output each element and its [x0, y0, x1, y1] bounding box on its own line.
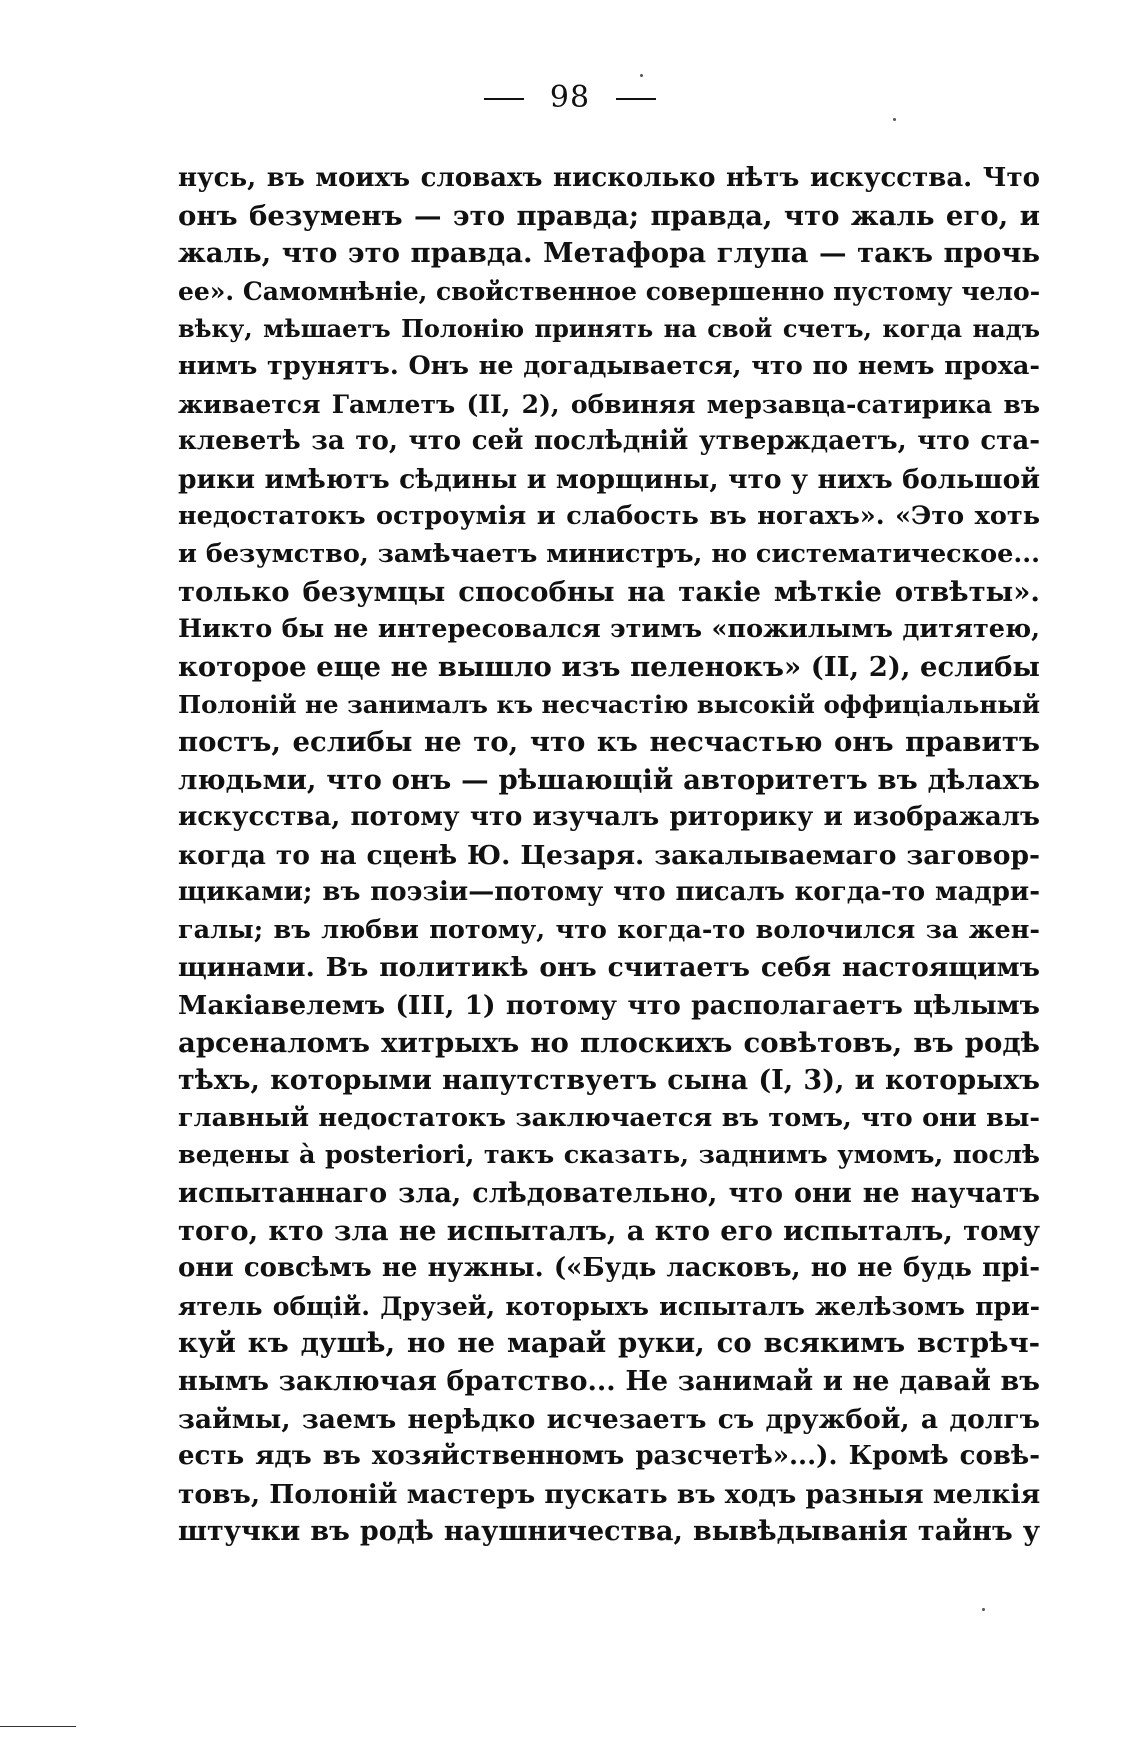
text-line: которое еще не вышло изъ пеленокъ» (II, 2), еслибы: [178, 650, 1040, 683]
page-header: [0, 78, 1140, 118]
text-line: штучки въ родѣ наушничества, вывѣдыванія тайнъ у: [178, 1516, 1040, 1548]
text-line: постъ, еслибы не то, что къ несчастью онъ правитъ: [178, 725, 1040, 758]
text-line: арсеналомъ хитрыхъ но плоскихъ совѣтовъ, въ родѣ: [178, 1026, 1040, 1059]
text-line: и безумство, замѣчаетъ министръ, но систематическое...: [178, 538, 1040, 569]
print-speck: [893, 118, 896, 121]
page-number: 98: [549, 80, 591, 115]
text-line: щиками; въ поэзіи—потому что писалъ когда-то мадри-: [178, 877, 1040, 908]
text-line: нусь, въ моихъ словахъ нисколько нѣтъ искусства. Что: [178, 163, 1040, 193]
header-dash-left: [484, 98, 524, 100]
text-line: товъ, Полоній мастеръ пускать въ ходъ разныя мелкія: [178, 1478, 1040, 1510]
header-dash-right: [616, 98, 656, 100]
text-line: нимъ трунятъ. Онъ не догадывается, что по немъ проха-: [178, 350, 1040, 381]
margin-rule: [0, 1726, 76, 1727]
text-line: жаль, что это правда. Метафора глупа — такъ прочь: [178, 237, 1040, 270]
text-line: Полоній не занималъ къ несчастію высокій оффиціальный: [178, 690, 1040, 720]
text-line: онъ безуменъ — это правда; правда, что жаль его, и: [178, 199, 1040, 232]
text-line: галы; въ любви потому, что когда-то волочился за жен-: [178, 914, 1040, 945]
text-line: искусства, потому что изучалъ риторику и изображалъ: [178, 802, 1040, 833]
text-line: живается Гамлетъ (II, 2), обвиняя мерзавца-сатирика въ: [178, 389, 1040, 419]
text-line: клеветѣ за то, что сей послѣдній утверждаетъ, что ста-: [178, 426, 1040, 457]
text-line: только безумцы способны на такіе мѣткіе отвѣты».: [178, 575, 1040, 608]
text-line: Макіавелемъ (III, 1) потому что располагаетъ цѣлымъ: [178, 990, 1040, 1022]
text-line: есть ядъ въ хозяйственномъ разсчетѣ»...). Кромѣ совѣ-: [178, 1441, 1040, 1472]
text-body: [178, 160, 1040, 1551]
text-line: недостатокъ остроумія и слабость въ ногахъ». «Это хоть: [178, 501, 1040, 532]
text-line: щинами. Въ политикѣ онъ считаетъ себя настоящимъ: [178, 952, 1040, 984]
text-line: рики имѣютъ сѣдины и морщины, что у нихъ большой: [178, 463, 1040, 495]
text-line: куй къ душѣ, но не марай руки, со всякимъ встрѣч-: [178, 1327, 1040, 1360]
print-speck: [640, 74, 643, 77]
text-line: Никто бы не интересовался этимъ «пожилымъ дитятею,: [178, 614, 1040, 645]
print-speck: [982, 1608, 985, 1611]
text-line: ятель общій. Друзей, которыхъ испыталъ желѣзомъ при-: [178, 1291, 1040, 1321]
text-line: нымъ заключая братство... Не занимай и не давай въ: [178, 1366, 1040, 1397]
text-line: тѣхъ, которыми напутствуетъ сына (I, 3), и которыхъ: [178, 1065, 1040, 1097]
text-line: того, кто зла не испыталъ, а кто его испыталъ, тому: [178, 1214, 1040, 1247]
text-line: займы, заемъ нерѣдко исчезаетъ съ дружбой, а долгъ: [178, 1403, 1040, 1435]
text-line: вѣку, мѣшаетъ Полонію принять на свой счетъ, когда надъ: [178, 314, 1040, 344]
text-line: они совсѣмъ не нужны. («Будь ласковъ, но не будь прі-: [178, 1253, 1040, 1284]
text-line: испытаннаго зла, слѣдовательно, что они не научатъ: [178, 1178, 1040, 1210]
text-line: ведены à posteriori, такъ сказать, заднимъ умомъ, послѣ: [178, 1140, 1040, 1171]
text-line: ее». Самомнѣніе, свойственное совершенно пустому чело-: [178, 276, 1040, 306]
text-line: главный недостатокъ заключается въ томъ, что они вы-: [178, 1102, 1040, 1133]
text-line: когда то на сценѣ Ю. Цезаря. закалываемаго заговор-: [178, 839, 1040, 871]
text-line: людьми, что онъ — рѣшающій авторитетъ въ дѣлахъ: [178, 763, 1040, 796]
